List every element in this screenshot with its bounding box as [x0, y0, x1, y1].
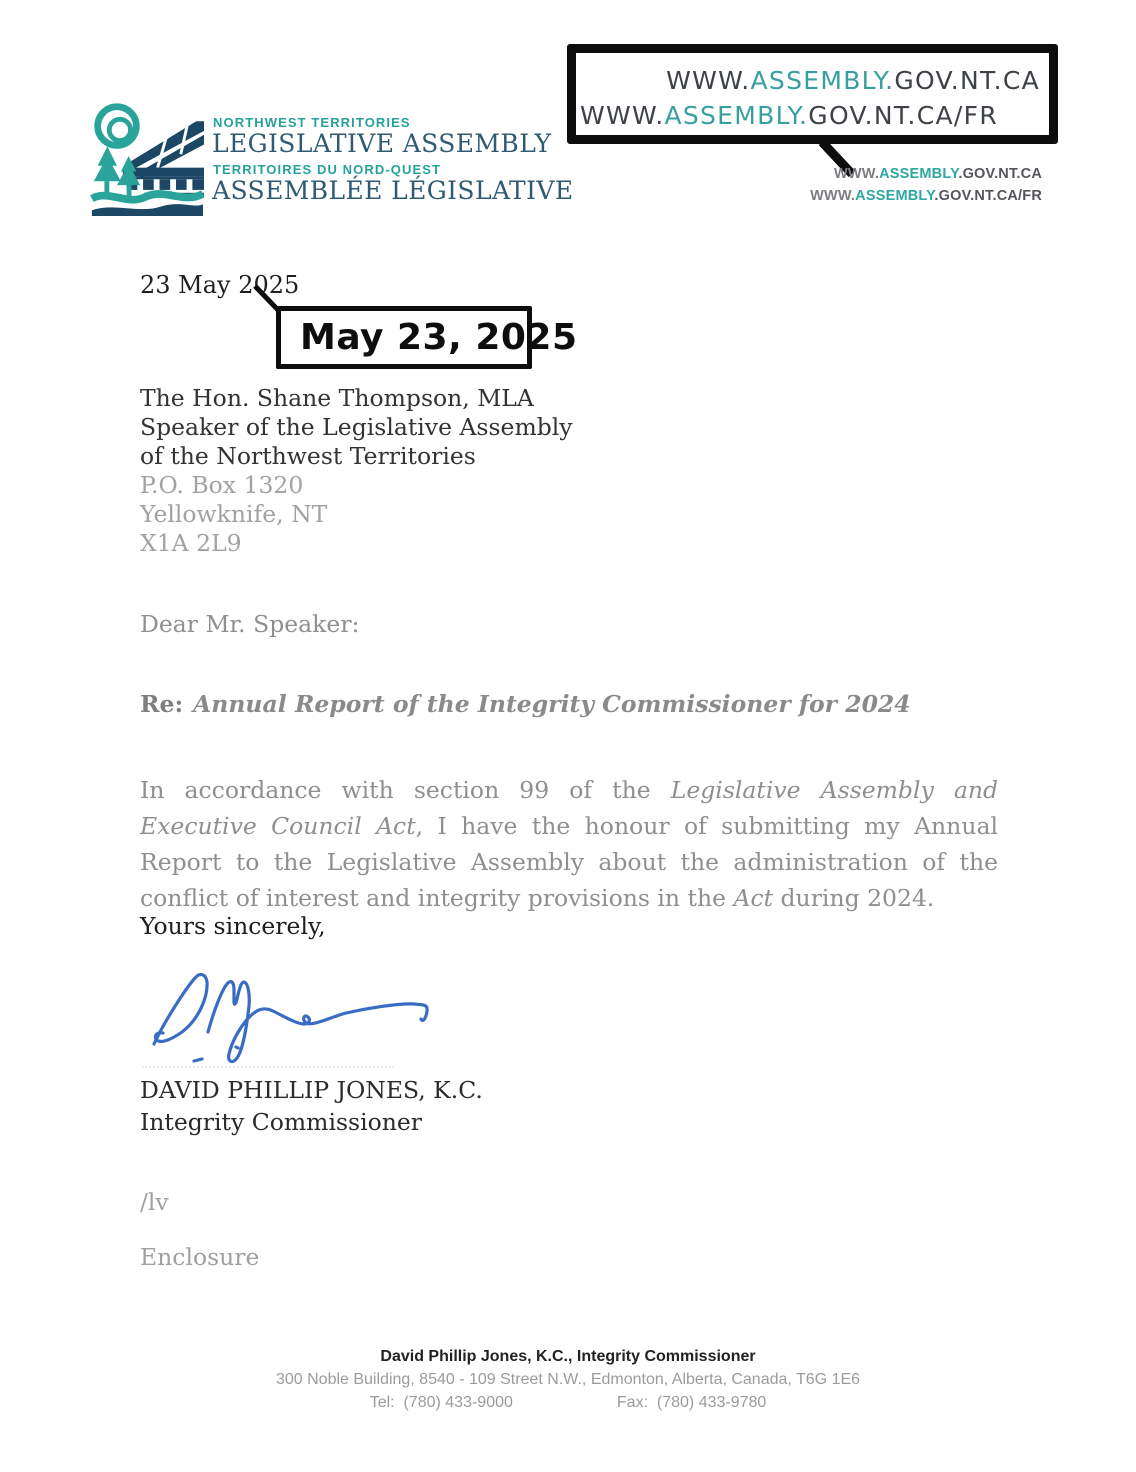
url-assembly: ASSEMBLY: [855, 188, 935, 204]
url-domain-fr: GOV.NT.CA/FR: [808, 101, 998, 130]
url-callout-box: [567, 44, 1058, 144]
footer-telfax-line: [0, 1392, 1136, 1414]
scan-artifact-line: [142, 1066, 394, 1068]
salutation: Dear Mr. Speaker:: [140, 610, 360, 638]
signer-title: Integrity Commissioner: [140, 1108, 423, 1136]
footer-name-line: David Phillip Jones, K.C., Integrity Commissioner: [380, 1348, 756, 1365]
url-www: WWW.: [834, 166, 880, 182]
url-assembly: ASSEMBLY.: [750, 66, 895, 95]
body-text: during 2024.: [773, 884, 935, 912]
letterhead-urls: [695, 163, 1042, 207]
url-www: WWW.: [810, 188, 856, 204]
recipient-line: of the Northwest Territories: [140, 442, 476, 470]
signature: [142, 962, 452, 1082]
body-text: , I have the honour of submitting my Annual Report to the Legislative Assembly about the administration of the conflict of interest and integrity provisions in the: [140, 812, 998, 912]
date-callout-box: [276, 306, 578, 369]
footer-fax: Fax: (780) 433-9780: [616, 1394, 767, 1411]
org-name-en: LEGISLATIVE ASSEMBLY: [212, 129, 552, 158]
date-callout-text: May 23, 2025: [300, 317, 578, 358]
org-name-fr: ASSEMBLÉE LÉGISLATIVE: [212, 176, 574, 205]
enclosure-note: Enclosure: [140, 1243, 260, 1271]
recipient-line: Speaker of the Legislative Assembly: [140, 413, 573, 441]
letterhead-wordmark: [212, 116, 574, 210]
letter-date: 23 May 2025: [140, 271, 300, 299]
letterhead-url-fr: [695, 185, 1042, 207]
reference-initials: /lv: [140, 1188, 169, 1216]
url-assembly: ASSEMBLY.: [664, 101, 809, 130]
url-www: WWW.: [666, 66, 751, 95]
closing: Yours sincerely,: [140, 912, 326, 940]
recipient-line: P.O. Box 1320: [140, 471, 304, 499]
url-domain: GOV.NT.CA: [894, 66, 1040, 95]
letter-footer: [0, 1346, 1136, 1414]
recipient-line: Yellowknife, NT: [140, 500, 328, 528]
act-short-italic: Act: [733, 884, 774, 912]
footer-address-line: 300 Noble Building, 8540 - 109 Street N.W., Edmonton, Alberta, Canada, T6G 1E6: [275, 1371, 861, 1388]
body-text: In accordance with section 99 of the: [140, 776, 671, 804]
org-name-fr-small: TERRITOIRES DU NORD-QUEST: [213, 162, 442, 177]
footer-tel: Tel: (780) 433-9000: [369, 1394, 513, 1411]
url-domain: .GOV.NT.CA: [958, 166, 1042, 182]
body-paragraph: [140, 772, 998, 916]
legislative-assembly-logo-icon: [88, 100, 204, 216]
url-www: WWW.: [580, 101, 665, 130]
letterhead-url-en: [695, 163, 1042, 185]
re-label: Re:: [140, 690, 184, 718]
org-name-en-small: NORTHWEST TERRITORIES: [213, 115, 411, 130]
recipient-line: X1A 2L9: [140, 529, 242, 557]
signer-name: DAVID PHILLIP JONES, K.C.: [140, 1076, 483, 1104]
recipient-line: The Hon. Shane Thompson, MLA: [140, 384, 534, 412]
url-callout-line1: [576, 64, 1049, 98]
act-title-italic: Legislative Assembly and Executive Council Act: [140, 776, 999, 840]
url-assembly: ASSEMBLY: [879, 166, 959, 182]
recipient-address-block: [140, 384, 573, 558]
url-domain-fr: .GOV.NT.CA/FR: [934, 188, 1042, 204]
re-subject: Annual Report of the Integrity Commissioner for 2024: [193, 690, 911, 718]
url-callout-line2: [576, 98, 1049, 134]
